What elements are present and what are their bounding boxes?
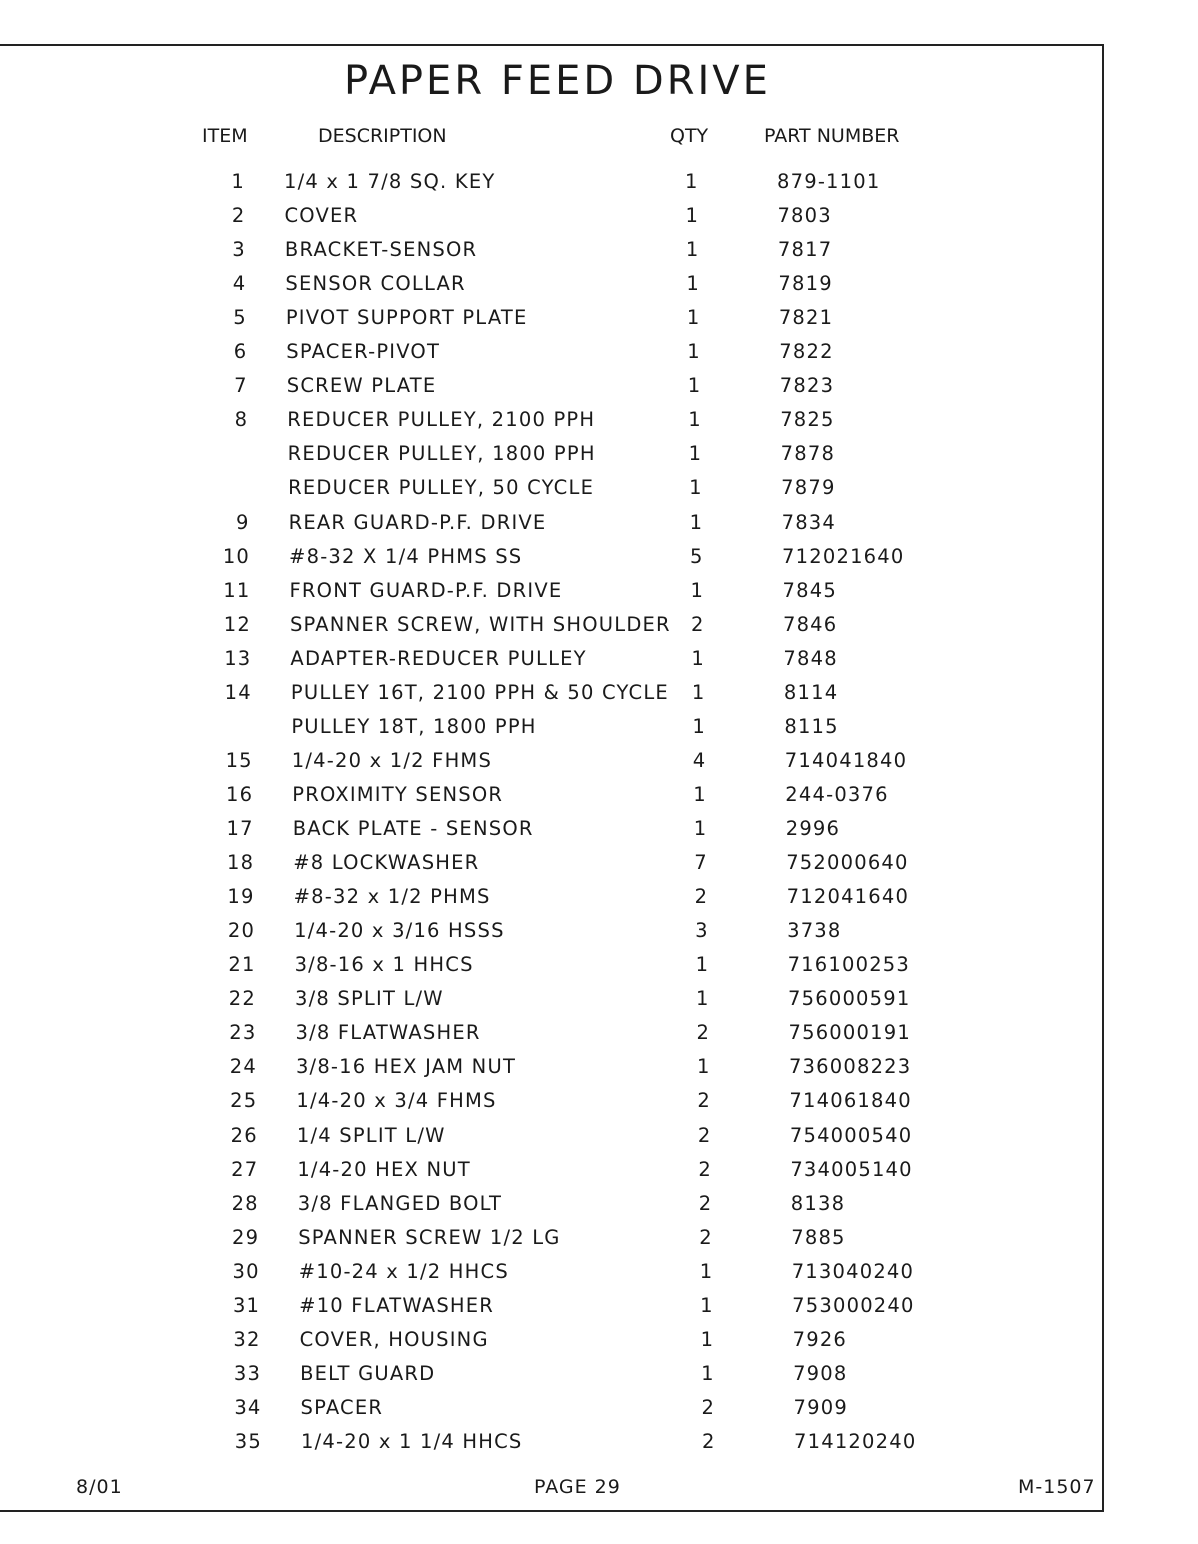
quantity: 1 xyxy=(695,953,710,977)
table-row xyxy=(0,269,1198,299)
quantity: 1 xyxy=(693,782,707,806)
item-number: 5 xyxy=(233,306,247,330)
description: COVER, HOUSING xyxy=(299,1327,489,1351)
description: REAR GUARD-P.F. DRIVE xyxy=(288,510,547,534)
table-row xyxy=(0,1325,1198,1355)
item-number: 1 xyxy=(231,170,245,193)
description: PROXIMITY SENSOR xyxy=(292,782,504,806)
description: 1/4-20 x 3/16 HSSS xyxy=(294,919,505,943)
item-number: 25 xyxy=(230,1089,258,1113)
item-number: 4 xyxy=(232,272,247,296)
part-number: 8138 xyxy=(790,1191,846,1215)
description: 1/4-20 x 1 1/4 HHCS xyxy=(301,1430,523,1453)
item-number: 30 xyxy=(232,1259,260,1283)
description: SPANNER SCREW 1/2 LG xyxy=(298,1225,561,1249)
item-number: 22 xyxy=(228,987,257,1011)
description: FRONT GUARD-P.F. DRIVE xyxy=(289,578,563,602)
description: 1/4-20 x 3/4 FHMS xyxy=(296,1089,497,1113)
part-number: 7819 xyxy=(778,272,833,296)
part-number: 7909 xyxy=(793,1395,848,1419)
description: REDUCER PULLEY, 1800 PPH xyxy=(287,442,596,466)
item-number: 18 xyxy=(226,851,255,875)
part-number: 8114 xyxy=(783,680,839,704)
quantity: 2 xyxy=(698,1191,713,1215)
description: ADAPTER-REDUCER PULLEY xyxy=(290,646,587,670)
quantity: 1 xyxy=(685,238,700,262)
description: SPACER xyxy=(300,1395,384,1419)
part-number: 7885 xyxy=(791,1225,846,1249)
column-header-description: DESCRIPTION xyxy=(318,125,447,147)
item-number: 20 xyxy=(227,919,256,943)
part-number: 7878 xyxy=(780,442,836,466)
quantity: 2 xyxy=(698,1157,712,1181)
item-number: 11 xyxy=(223,578,251,602)
part-number: 7879 xyxy=(781,476,836,500)
item-number: 35 xyxy=(234,1430,262,1453)
item-number: 16 xyxy=(226,782,254,806)
part-number: 712041640 xyxy=(786,885,910,909)
table-row xyxy=(0,916,1198,946)
item-number: 6 xyxy=(233,340,248,364)
part-number: 7823 xyxy=(779,374,835,398)
description: #10 FLATWASHER xyxy=(299,1293,495,1317)
table-row xyxy=(0,610,1198,640)
quantity: 7 xyxy=(694,851,708,875)
table-row xyxy=(0,1223,1198,1253)
item-number: 28 xyxy=(231,1191,259,1215)
quantity: 1 xyxy=(699,1259,714,1283)
footer-page-number: PAGE 29 xyxy=(534,1476,621,1498)
description: 3/8 SPLIT L/W xyxy=(295,987,444,1011)
item-number: 13 xyxy=(224,646,252,670)
part-number: 3738 xyxy=(787,919,842,943)
description: COVER xyxy=(284,204,359,228)
table-row xyxy=(0,882,1198,912)
footer-date: 8/01 xyxy=(76,1476,123,1498)
description: #10-24 x 1/2 HHCS xyxy=(298,1259,509,1283)
part-number: 7908 xyxy=(793,1361,848,1385)
description: BELT GUARD xyxy=(300,1361,436,1385)
quantity: 2 xyxy=(697,1123,712,1147)
item-number: 19 xyxy=(227,885,255,909)
item-number: 2 xyxy=(231,204,246,228)
description: SPANNER SCREW, WITH SHOULDER xyxy=(289,612,671,636)
quantity: 1 xyxy=(696,987,710,1011)
footer-document-code: M-1507 xyxy=(1018,1476,1096,1498)
item-number: 3 xyxy=(232,238,246,262)
quantity: 1 xyxy=(686,272,700,296)
table-row xyxy=(0,371,1198,401)
table-row xyxy=(0,303,1198,333)
item-number: 14 xyxy=(224,680,252,704)
part-number: 754000540 xyxy=(789,1123,913,1147)
description: PULLEY 18T, 1800 PPH xyxy=(291,714,537,738)
description: BACK PLATE - SENSOR xyxy=(292,817,534,841)
part-number: 714041840 xyxy=(784,748,908,772)
table-row xyxy=(0,1121,1198,1151)
table-row xyxy=(0,508,1198,538)
quantity: 3 xyxy=(695,919,709,943)
quantity: 1 xyxy=(685,204,700,228)
description: REDUCER PULLEY, 2100 PPH xyxy=(287,408,596,432)
table-row xyxy=(0,1427,1198,1457)
part-number: 2996 xyxy=(785,817,841,841)
part-number: 7848 xyxy=(783,646,838,670)
part-number: 712021640 xyxy=(782,544,905,568)
column-header-part-number: PART NUMBER xyxy=(764,125,900,147)
table-row xyxy=(0,1359,1198,1389)
description: PIVOT SUPPORT PLATE xyxy=(285,306,528,330)
quantity: 1 xyxy=(687,374,702,398)
table-row xyxy=(0,712,1198,742)
item-number: 9 xyxy=(235,510,250,534)
table-row xyxy=(0,644,1198,674)
quantity: 1 xyxy=(688,408,702,432)
quantity: 1 xyxy=(686,306,701,330)
part-number: 714061840 xyxy=(789,1089,912,1113)
part-number: 714120240 xyxy=(794,1430,917,1453)
quantity: 2 xyxy=(701,1395,716,1419)
table-row xyxy=(0,678,1198,708)
part-number: 713040240 xyxy=(791,1259,915,1283)
item-number: 21 xyxy=(228,953,256,977)
part-number: 7821 xyxy=(778,306,834,330)
item-number: 23 xyxy=(229,1021,257,1045)
item-number: 26 xyxy=(230,1123,258,1147)
table-row xyxy=(0,337,1198,367)
item-number: 32 xyxy=(233,1327,261,1351)
quantity: 1 xyxy=(689,476,703,500)
item-number: 24 xyxy=(229,1055,257,1079)
table-row xyxy=(0,473,1198,503)
quantity: 2 xyxy=(690,612,705,636)
quantity: 2 xyxy=(699,1225,713,1249)
part-number: 7845 xyxy=(782,578,837,602)
page-title: PAPER FEED DRIVE xyxy=(344,58,771,104)
table-row xyxy=(0,542,1198,572)
part-number: 244-0376 xyxy=(785,782,889,806)
quantity: 1 xyxy=(693,817,708,841)
table-row xyxy=(0,1018,1198,1048)
quantity: 1 xyxy=(701,1361,715,1385)
description: #8 LOCKWASHER xyxy=(293,851,480,875)
description: REDUCER PULLEY, 50 CYCLE xyxy=(288,476,595,500)
table-row xyxy=(0,1086,1198,1116)
part-number: 8115 xyxy=(784,714,839,738)
part-number: 879-1101 xyxy=(777,170,881,193)
item-number: 7 xyxy=(234,374,248,398)
table-row xyxy=(0,235,1198,265)
description: 1/4-20 x 1/2 FHMS xyxy=(291,748,493,772)
quantity: 1 xyxy=(696,1055,711,1079)
quantity: 2 xyxy=(696,1021,711,1045)
description: BRACKET-SENSOR xyxy=(284,238,478,262)
part-number: 716100253 xyxy=(787,953,911,977)
table-row xyxy=(0,1052,1198,1082)
quantity: 2 xyxy=(697,1089,711,1113)
quantity: 1 xyxy=(685,170,699,193)
part-number: 7803 xyxy=(777,204,832,228)
quantity: 1 xyxy=(691,680,706,704)
quantity: 1 xyxy=(687,340,701,364)
item-number: 8 xyxy=(234,408,249,432)
table-row xyxy=(0,1257,1198,1287)
item-number: 33 xyxy=(233,1361,262,1385)
quantity: 2 xyxy=(702,1430,716,1453)
item-number: 29 xyxy=(232,1225,260,1249)
part-number: 7822 xyxy=(779,340,834,364)
part-number: 753000240 xyxy=(792,1293,915,1317)
part-number: 734005140 xyxy=(790,1157,913,1181)
quantity: 2 xyxy=(694,885,709,909)
table-row xyxy=(0,1291,1198,1321)
quantity: 1 xyxy=(689,510,704,534)
quantity: 4 xyxy=(692,748,707,772)
item-number: 34 xyxy=(234,1395,262,1419)
description: #8-32 X 1/4 PHMS SS xyxy=(289,544,523,568)
description: 1/4 x 1 7/8 SQ. KEY xyxy=(284,170,496,193)
table-row xyxy=(0,1189,1198,1219)
item-number: 17 xyxy=(226,817,254,841)
part-number: 752000640 xyxy=(786,851,909,875)
part-number: 7817 xyxy=(777,238,833,262)
quantity: 1 xyxy=(692,714,706,738)
quantity: 5 xyxy=(690,544,704,568)
description: 3/8-16 x 1 HHCS xyxy=(294,953,474,977)
part-number: 7834 xyxy=(781,510,837,534)
description: 1/4 SPLIT L/W xyxy=(296,1123,446,1147)
quantity: 1 xyxy=(688,442,703,466)
table-row xyxy=(0,576,1198,606)
table-row xyxy=(0,439,1198,469)
quantity: 1 xyxy=(700,1293,714,1317)
table-row xyxy=(0,201,1198,231)
quantity: 1 xyxy=(690,578,705,602)
part-number: 7926 xyxy=(792,1327,848,1351)
table-row xyxy=(0,1155,1198,1185)
part-number: 7846 xyxy=(782,612,838,636)
table-row xyxy=(0,780,1198,810)
description: 3/8-16 HEX JAM NUT xyxy=(295,1055,517,1079)
description: 3/8 FLATWASHER xyxy=(295,1021,481,1045)
column-header-qty: QTY xyxy=(670,125,709,147)
table-row xyxy=(0,405,1198,435)
column-header-item: ITEM xyxy=(202,125,248,147)
quantity: 1 xyxy=(691,646,706,670)
item-number: 27 xyxy=(231,1157,259,1181)
item-number: 12 xyxy=(223,612,251,636)
item-number: 31 xyxy=(232,1293,261,1317)
table-row xyxy=(0,167,1198,197)
item-number: 10 xyxy=(222,544,251,568)
part-number: 736008223 xyxy=(788,1055,912,1079)
table-row xyxy=(0,984,1198,1014)
item-number: 15 xyxy=(225,748,253,772)
description: SENSOR COLLAR xyxy=(285,272,466,296)
table-row xyxy=(0,814,1198,844)
part-number: 756000591 xyxy=(788,987,911,1011)
description: 1/4-20 HEX NUT xyxy=(297,1157,471,1181)
part-number: 7825 xyxy=(780,408,835,432)
description: #8-32 x 1/2 PHMS xyxy=(293,885,491,909)
table-row xyxy=(0,1393,1198,1423)
description: SPACER-PIVOT xyxy=(286,340,441,364)
table-row xyxy=(0,848,1198,878)
description: PULLEY 16T, 2100 PPH & 50 CYCLE xyxy=(290,680,669,704)
description: SCREW PLATE xyxy=(286,374,437,398)
part-number: 756000191 xyxy=(788,1021,911,1045)
table-row xyxy=(0,950,1198,980)
table-row xyxy=(0,746,1198,776)
description: 3/8 FLANGED BOLT xyxy=(297,1191,503,1215)
quantity: 1 xyxy=(700,1327,715,1351)
